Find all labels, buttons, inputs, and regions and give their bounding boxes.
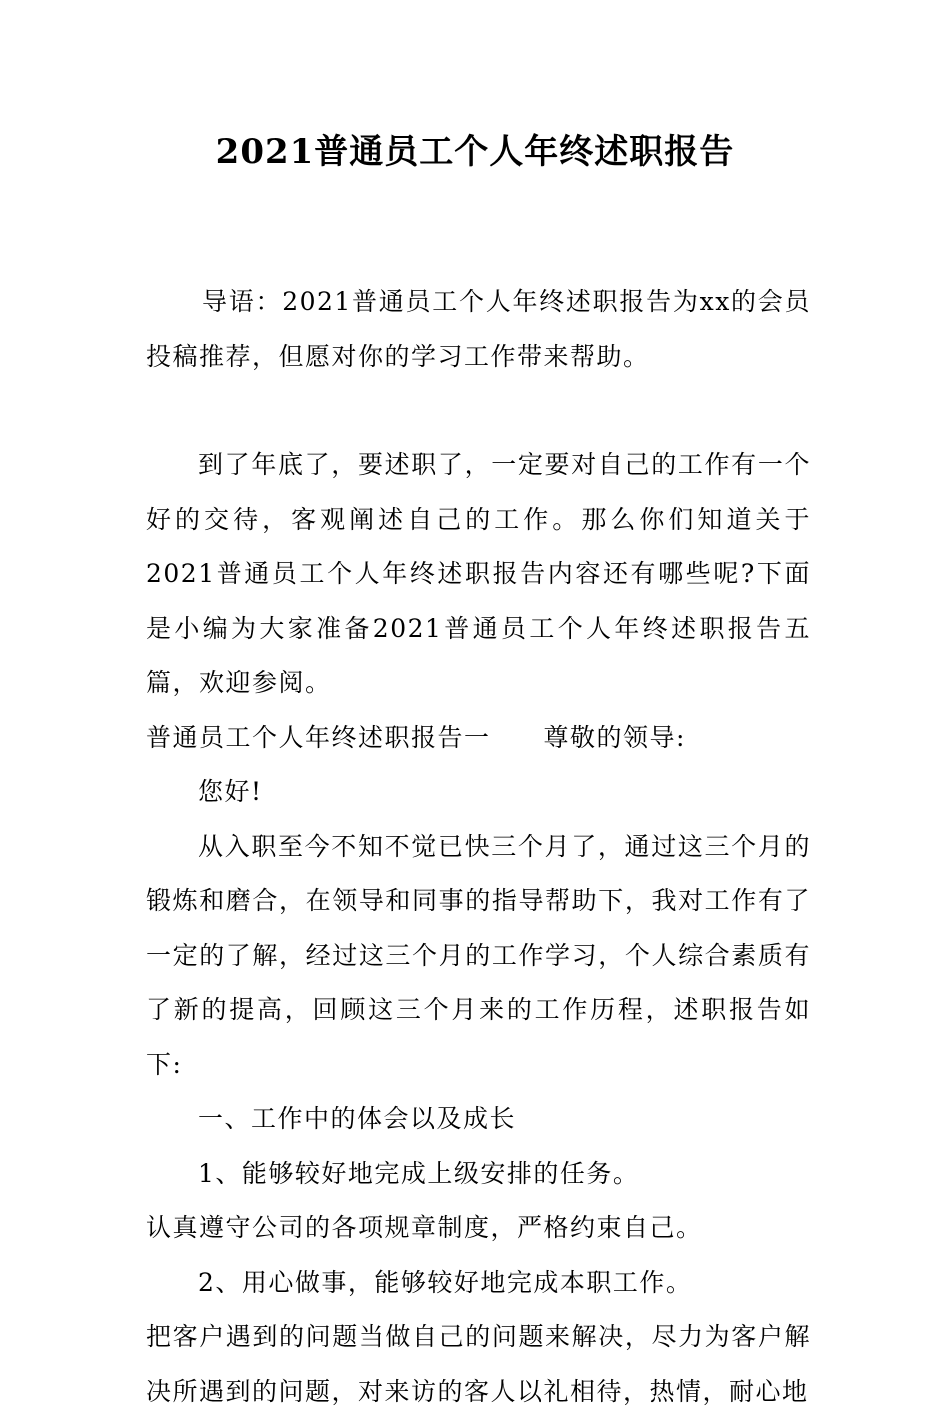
greeting: 您好! <box>198 777 263 806</box>
body-paragraph: 认真遵守公司的各项规章制度，严格约束自己。 <box>146 1213 703 1242</box>
subsection-heading: 一、工作中的体会以及成长 <box>198 1104 517 1133</box>
list-item: 2、用心做事，能够较好地完成本职工作。 <box>198 1267 693 1297</box>
body-paragraph: 到了年底了，要述职了，一定要对自己的工作有一个好的交待，客观阐述自己的工作。那么你们知道关于2021普通员工个人年终述职报告内容还有哪些呢?下面是小编为大家准备2021普通员工个人年终述职报告五篇，欢迎参阅。 <box>146 450 811 697</box>
section-heading: 普通员工个人年终述职报告一 尊敬的领导: <box>146 722 686 752</box>
paragraph-gap <box>146 384 811 438</box>
body-paragraph: 从入职至今不知不觉已快三个月了，通过这三个月的锻炼和磨合，在领导和同事的指导帮助下，我对工作有了一定的了解，经过这三个月的工作学习，个人综合素质有了新的提高，回顾这三个月来的工作历程，述职报告如下: <box>146 831 811 1079</box>
document-title: 2021普通员工个人年终述职报告 <box>215 132 735 172</box>
intro-paragraph: 导语：2021普通员工个人年终述职报告为xx的会员投稿推荐，但愿对你的学习工作带来帮助。 <box>146 287 811 371</box>
body-paragraph: 把客户遇到的问题当做自己的问题来解决，尽力为客户解决所遇到的问题，对来访的客人以礼相待，热情，耐心地 <box>146 1322 811 1406</box>
document-body <box>146 275 811 1419</box>
list-item: 1、能够较好地完成上级安排的任务。 <box>198 1158 640 1188</box>
